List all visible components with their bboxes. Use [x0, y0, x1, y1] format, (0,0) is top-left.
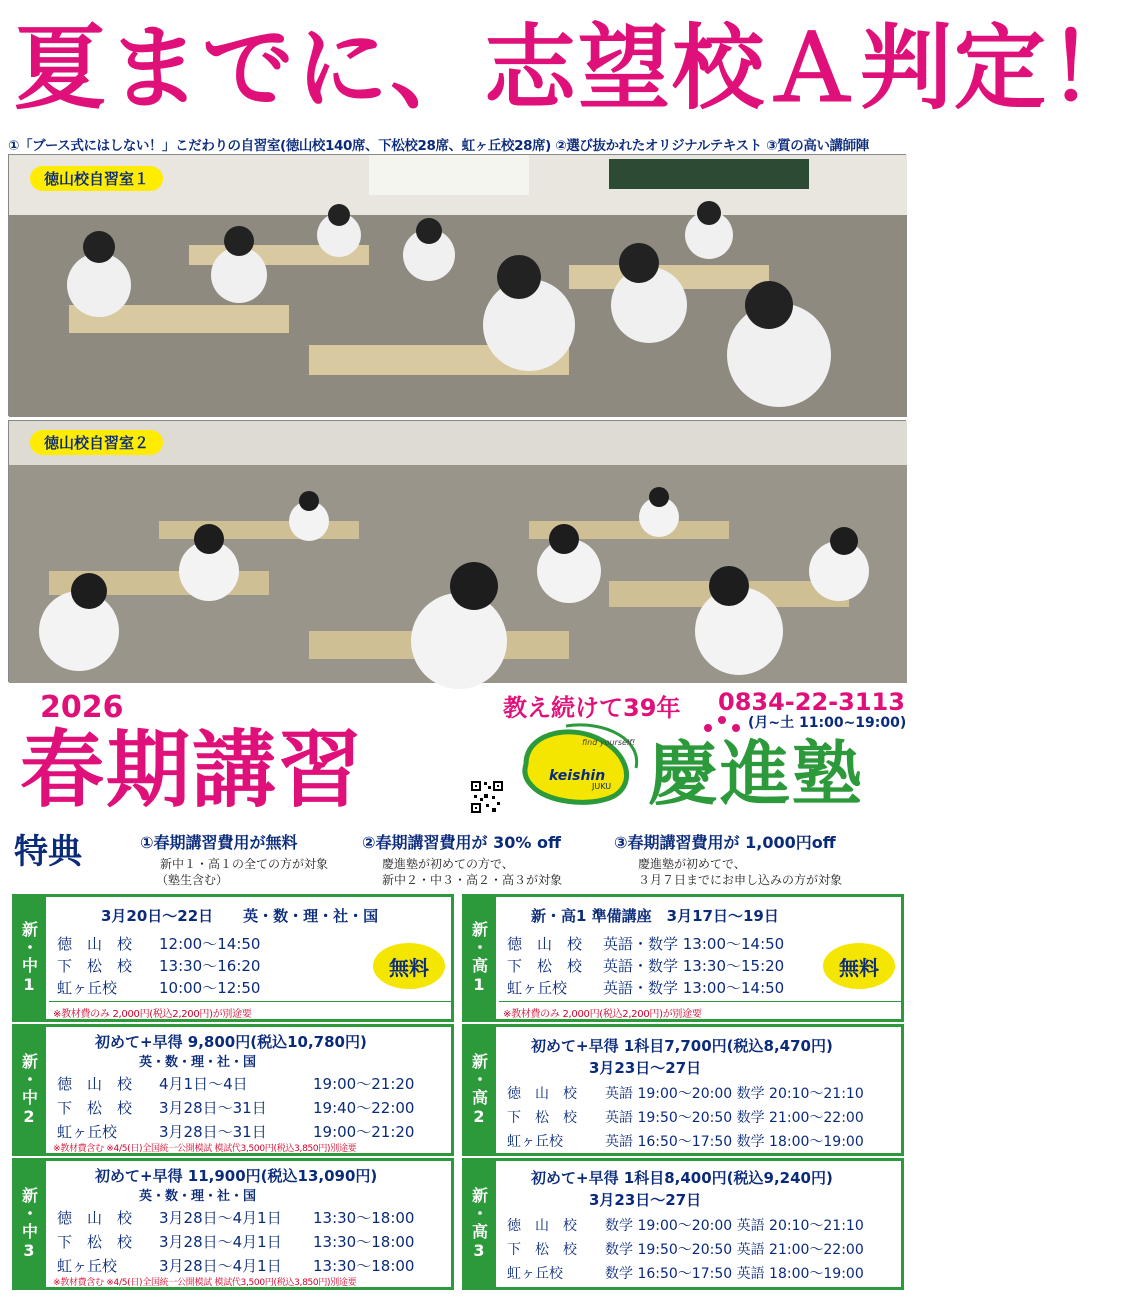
course-price: 初めて+早得 11,900円(税込13,090円) [95, 1167, 378, 1185]
course-note: ※教材費のみ 2,000円(税込2,200円)が別途要 [503, 1009, 702, 1020]
course-note: ※教材費含む ※4/5(日)全国統一公開模試 模試代3,500円(税込3,850円)別途要 [53, 1144, 357, 1154]
perk-2: ②春期講習費用が 30% off [362, 833, 561, 852]
free-badge: 無料 [823, 943, 895, 989]
campus-date: 3月28日～4月1日 [159, 1233, 282, 1251]
course-box-high-3 [462, 1158, 904, 1290]
years-teaching: 教え続けて39年 [503, 694, 681, 722]
campus-name: 下 松 校 [507, 957, 583, 975]
office-hours: (月~土 11:00~19:00) [748, 715, 907, 731]
course-dates: 3月23日～27日 [589, 1191, 702, 1209]
campus-time: 数学 16:50～17:50 英語 18:00～19:00 [605, 1266, 864, 1282]
campus-name: 徳 山 校 [507, 935, 583, 953]
course-price: 初めて+早得 9,800円(税込10,780円) [95, 1033, 367, 1051]
campus-time: 英語・数学 13:00～14:50 [603, 935, 785, 953]
campus-name: 下 松 校 [57, 1099, 133, 1117]
course-note: ※教材費含む ※4/5(日)全国統一公開模試 模試代3,500円(税込3,850円)別途要 [53, 1278, 357, 1288]
course-header: 新・高1 準備講座 3月17日～19日 [531, 907, 779, 925]
course-box-high-1 [462, 894, 904, 1022]
campus-name: 下 松 校 [57, 1233, 133, 1251]
course-note: ※教材費のみ 2,000円(税込2,200円)が別途要 [53, 1009, 252, 1020]
photo-1-label: 徳山校自習室１ [30, 166, 163, 191]
perk-2-detail: 慶進塾が初めての方で、 [382, 857, 514, 871]
campus-date: 3月28日～31日 [159, 1099, 267, 1117]
perk-1-detail: 新中１・高１の全ての方が対象 [160, 857, 329, 871]
campus-time: 英語・数学 13:30～15:20 [603, 957, 785, 975]
campus-time: 13:30～18:00 [313, 1209, 415, 1227]
divider [499, 1001, 901, 1002]
photo-2-label: 徳山校自習室２ [30, 430, 163, 455]
campus-time: 13:30～16:20 [159, 957, 261, 975]
perks-title: 特典 [14, 832, 82, 872]
campus-name: 虹ヶ丘校 [57, 1257, 118, 1275]
campus-date: 4月1日～4日 [159, 1075, 248, 1093]
campus-time: 19:00～21:20 [313, 1123, 415, 1141]
course-tab: 新・高3 [462, 1158, 496, 1290]
school-logo-icon [506, 722, 644, 806]
campus-name: 徳 山 校 [507, 1086, 577, 1102]
course-dates: 3月23日～27日 [589, 1059, 702, 1077]
campus-time: 19:40～22:00 [313, 1099, 415, 1117]
study-room-photo-1 [8, 154, 906, 416]
campus-time: 英語 19:50～20:50 数学 21:00～22:00 [605, 1110, 864, 1126]
campus-time: 13:30～18:00 [313, 1257, 415, 1275]
campus-time: 数学 19:50～20:50 英語 21:00～22:00 [605, 1242, 864, 1258]
course-subjects: 英・数・理・社・国 [139, 1189, 257, 1204]
perk-3: ③春期講習費用が 1,000円off [614, 833, 836, 852]
campus-name: 下 松 校 [507, 1242, 577, 1258]
qr-code-icon[interactable] [470, 780, 504, 814]
course-box-middle-1 [12, 894, 454, 1022]
campus-time: 13:30～18:00 [313, 1233, 415, 1251]
campus-name: 虹ヶ丘校 [57, 979, 118, 997]
course-box-high-2 [462, 1024, 904, 1156]
campus-time: 19:00～21:20 [313, 1075, 415, 1093]
campus-date: 3月28日～31日 [159, 1123, 267, 1141]
school-name: 慶進塾 [648, 733, 864, 815]
campus-name: 徳 山 校 [57, 935, 133, 953]
campus-name: 徳 山 校 [507, 1218, 577, 1234]
campaign-title: 春期講習 [20, 721, 365, 819]
course-header: 3月20日～22日 英・数・理・社・国 [101, 907, 379, 925]
course-tab: 新・中3 [12, 1158, 46, 1290]
campus-time: 英語・数学 13:00～14:50 [603, 979, 785, 997]
perk-3-detail-2: ３月７日までにお申し込みの方が対象 [638, 873, 843, 887]
campus-name: 下 松 校 [57, 957, 133, 975]
campus-name: 虹ヶ丘校 [507, 1134, 563, 1150]
campus-name: 虹ヶ丘校 [507, 979, 568, 997]
course-box-middle-3 [12, 1158, 454, 1290]
course-tab: 新・中1 [12, 894, 46, 1022]
campus-date: 3月28日～4月1日 [159, 1209, 282, 1227]
phone-number[interactable]: 0834-22-3113 [718, 688, 905, 716]
headline: 夏までに、志望校Ａ判定！ [14, 15, 1142, 122]
campaign-year: 2026 [40, 690, 124, 725]
logo-tagline: find yourself! [582, 738, 636, 747]
campus-time: 数学 19:00～20:00 英語 20:10～21:10 [605, 1218, 864, 1234]
study-room-photo-2 [8, 420, 906, 682]
campus-time: 英語 19:00～20:00 数学 20:10～21:10 [605, 1086, 864, 1102]
campus-name: 虹ヶ丘校 [507, 1266, 563, 1282]
course-subjects: 英・数・理・社・国 [139, 1055, 257, 1070]
course-tab: 新・高2 [462, 1024, 496, 1156]
course-price: 初めて+早得 1科目7,700円(税込8,470円) [531, 1037, 833, 1055]
perk-1-detail-2: （塾生含む） [156, 873, 229, 887]
course-tab: 新・高1 [462, 894, 496, 1022]
divider [49, 1001, 451, 1002]
logo-juku: JUKU [592, 782, 612, 791]
campus-name: 虹ヶ丘校 [57, 1123, 118, 1141]
course-tab: 新・中2 [12, 1024, 46, 1156]
course-box-middle-2 [12, 1024, 454, 1156]
perk-3-detail: 慶進塾が初めてで、 [638, 857, 746, 871]
campus-name: 下 松 校 [507, 1110, 577, 1126]
free-badge: 無料 [373, 943, 445, 989]
campus-time: 12:00～14:50 [159, 935, 261, 953]
logo-romaji: keishin [549, 768, 606, 784]
campus-time: 英語 16:50～17:50 数学 18:00～19:00 [605, 1134, 864, 1150]
perk-2-detail-2: 新中２・中３・高２・高３が対象 [382, 873, 563, 887]
campus-name: 徳 山 校 [57, 1209, 133, 1227]
course-price: 初めて+早得 1科目8,400円(税込9,240円) [531, 1169, 833, 1187]
features-line: ①「ブース式にはしない！」こだわりの自習室(徳山校140席、下松校28席、虹ヶ丘校28席) ②選び抜かれたオリジナルテキスト ③質の高い講師陣 [8, 138, 869, 154]
campus-time: 10:00～12:50 [159, 979, 261, 997]
campus-name: 徳 山 校 [57, 1075, 133, 1093]
campus-date: 3月28日～4月1日 [159, 1257, 282, 1275]
perk-1: ①春期講習費用が無料 [140, 833, 298, 852]
